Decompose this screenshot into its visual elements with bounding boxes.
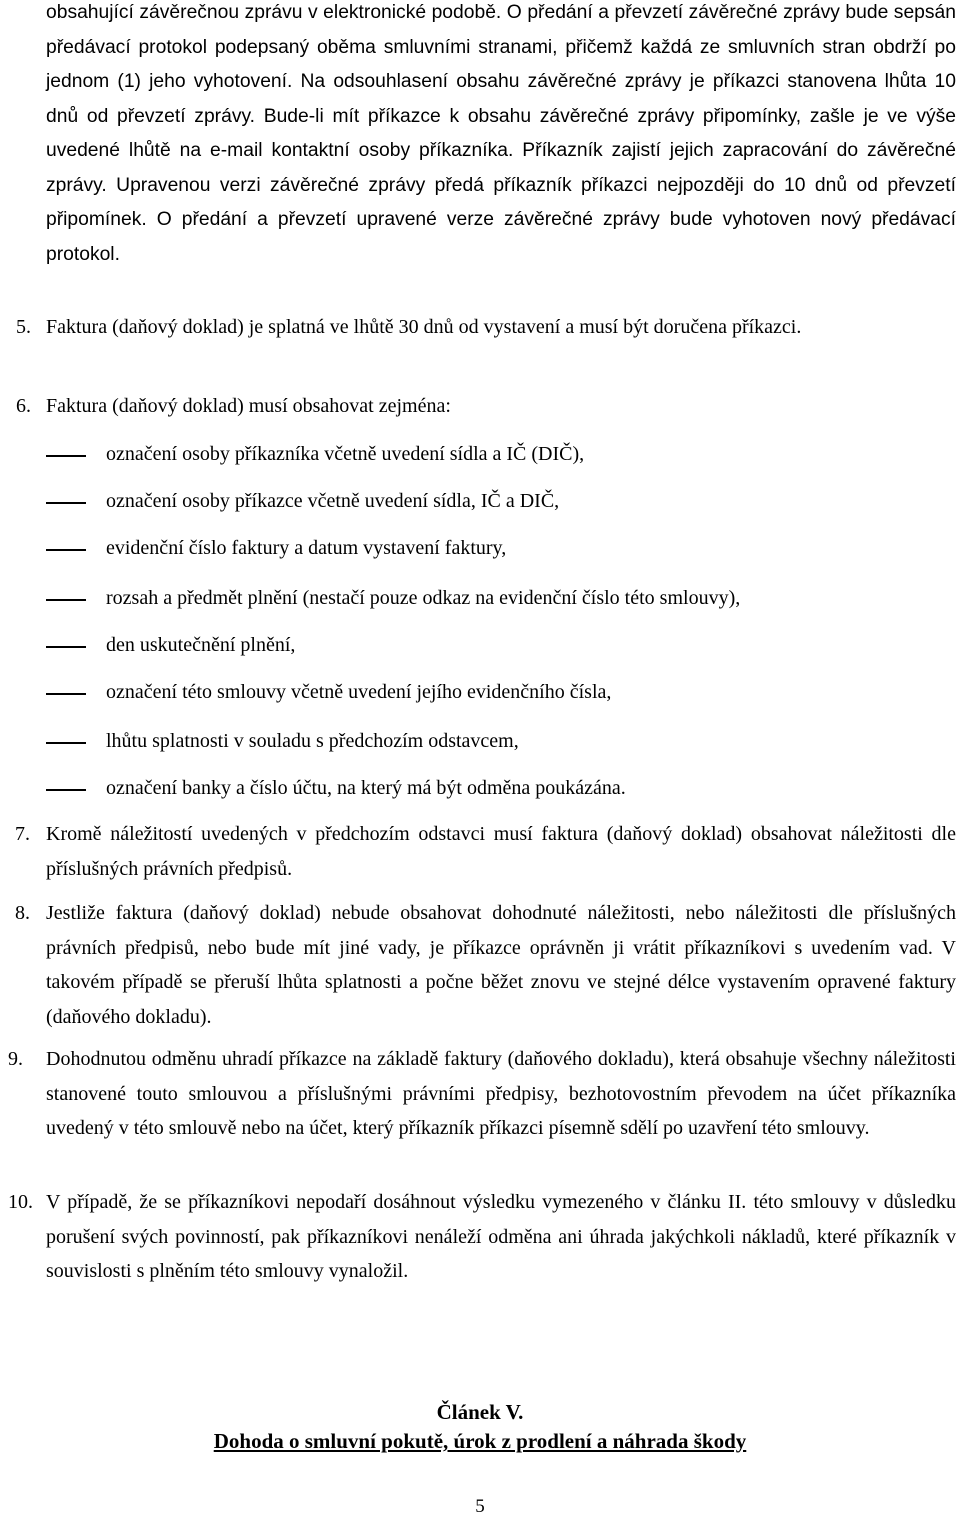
- paragraph-number: 10.: [8, 1191, 33, 1213]
- list-item-text: označení banky a číslo účtu, na který má být odměna poukázána.: [106, 777, 626, 799]
- paragraph-5: [16, 310, 956, 345]
- dash-marker: [46, 693, 86, 695]
- paragraph-8: [15, 896, 956, 1034]
- dash-marker: [46, 502, 86, 504]
- paragraph-text: Dohodnutou odměnu uhradí příkazce na základě faktury (daňového dokladu), která obsahuje všechny náležitosti stanovené touto smlouvou a příslušnými právními předpisy, bezhotovostním převodem na účet příkazníka uvedený v této smlouvě nebo na účet, který příkazník příkazci písemně sdělí po uzavření této smlouvy.: [46, 1048, 956, 1139]
- article-subheading: [0, 1429, 960, 1454]
- dash-marker: [46, 549, 86, 551]
- paragraph-text: Faktura (daňový doklad) musí obsahovat zejména:: [46, 395, 451, 417]
- list-item: [46, 486, 926, 516]
- article-heading: Článek V.: [436, 1400, 524, 1424]
- paragraph-number: 7.: [15, 823, 30, 845]
- list-item: [46, 726, 926, 756]
- list-item: [46, 533, 926, 563]
- dash-marker: [46, 646, 86, 648]
- paragraph-number: 8.: [15, 902, 30, 924]
- paragraph-text: Kromě náležitostí uvedených v předchozím odstavci musí faktura (daňový doklad) obsahovat náležitosti dle příslušných právních předpisů.: [46, 823, 956, 880]
- list-item-text: označení osoby příkazce včetně uvedení sídla, IČ a DIČ,: [106, 490, 560, 512]
- list-item: [46, 677, 926, 707]
- paragraph-text: Faktura (daňový doklad) je splatná ve lhůtě 30 dnů od vystavení a musí být doručena příkazci.: [46, 316, 802, 338]
- paragraph-text: Jestliže faktura (daňový doklad) nebude obsahovat dohodnuté náležitosti, nebo náležitosti dle příslušných právních předpisů, nebo bude mít jiné vady, je příkazce oprávněn ji vrátit příkazníkovi s uvedením vad. V takovém případě se přeruší lhůta splatnosti a počne běžet znovu ve stejné délce vystavením opravené faktury (daňového dokladu).: [46, 902, 956, 1028]
- page-number: 5: [475, 1496, 485, 1517]
- list-item-text: lhůtu splatnosti v souladu s předchozím odstavcem,: [106, 730, 519, 752]
- dash-marker: [46, 789, 86, 791]
- paragraph-10: [8, 1185, 956, 1289]
- paragraph-7: [15, 817, 956, 886]
- dash-marker: [46, 742, 86, 744]
- dash-marker: [46, 455, 86, 457]
- list-item: [46, 630, 926, 660]
- list-item: [46, 583, 926, 613]
- article-subheading-text: Dohoda o smluvní pokutě, úrok z prodlení a náhrada škody: [213, 1429, 747, 1453]
- paragraph-9: [8, 1042, 956, 1146]
- list-item-text: rozsah a předmět plnění (nestačí pouze odkaz na evidenční číslo této smlouvy),: [106, 587, 741, 609]
- list-item-text: označení osoby příkazníka včetně uvedení sídla a IČ (DIČ),: [106, 443, 585, 465]
- list-item-text: den uskutečnění plnění,: [106, 634, 296, 656]
- paragraph-number: 6.: [16, 395, 31, 417]
- paragraph-number: 5.: [16, 316, 31, 338]
- dash-marker: [46, 599, 86, 601]
- list-item: [46, 773, 926, 803]
- list-item: [46, 439, 926, 469]
- list-item-text: evidenční číslo faktury a datum vystavení faktury,: [106, 537, 507, 559]
- intro-paragraph: obsahující závěrečnou zprávu v elektronické podobě. O předání a převzetí závěrečné zprávy bude sepsán předávací protokol podepsaný oběma smluvními stranami, přičemž každá ze smluvních stran obdrží po jednom (1) jeho vyhotovení. Na odsouhlasení obsahu závěrečné zprávy je příkazci stanovena lhůta 10 dnů od převzetí zprávy. Bude-li mít příkazce k obsahu závěrečné zprávy připomínky, zašle je ve výše uvedené lhůtě na e-mail kontaktní osoby příkazníka. Příkazník zajistí jejich zapracování do závěrečné zprávy. Upravenou verzi závěrečné zprávy předá příkazník příkazci nejpozději do 10 dnů od převzetí připomínek. O předání a převzetí upravené verze závěrečné zprávy bude vyhotoven nový předávací protokol.: [46, 2, 956, 265]
- paragraph-6: [16, 389, 956, 424]
- paragraph-number: 9.: [8, 1048, 23, 1070]
- paragraph-text: V případě, že se příkazníkovi nepodaří dosáhnout výsledku vymezeného v článku II. této smlouvy v důsledku porušení svých povinností, pak příkazníkovi nenáleží odměna ani úhrada jakýchkoli nákladů, které příkazník v souvislosti s plněním této smlouvy vynaložil.: [46, 1191, 956, 1282]
- list-item-text: označení této smlouvy včetně uvedení jejího evidenčního čísla,: [106, 681, 612, 703]
